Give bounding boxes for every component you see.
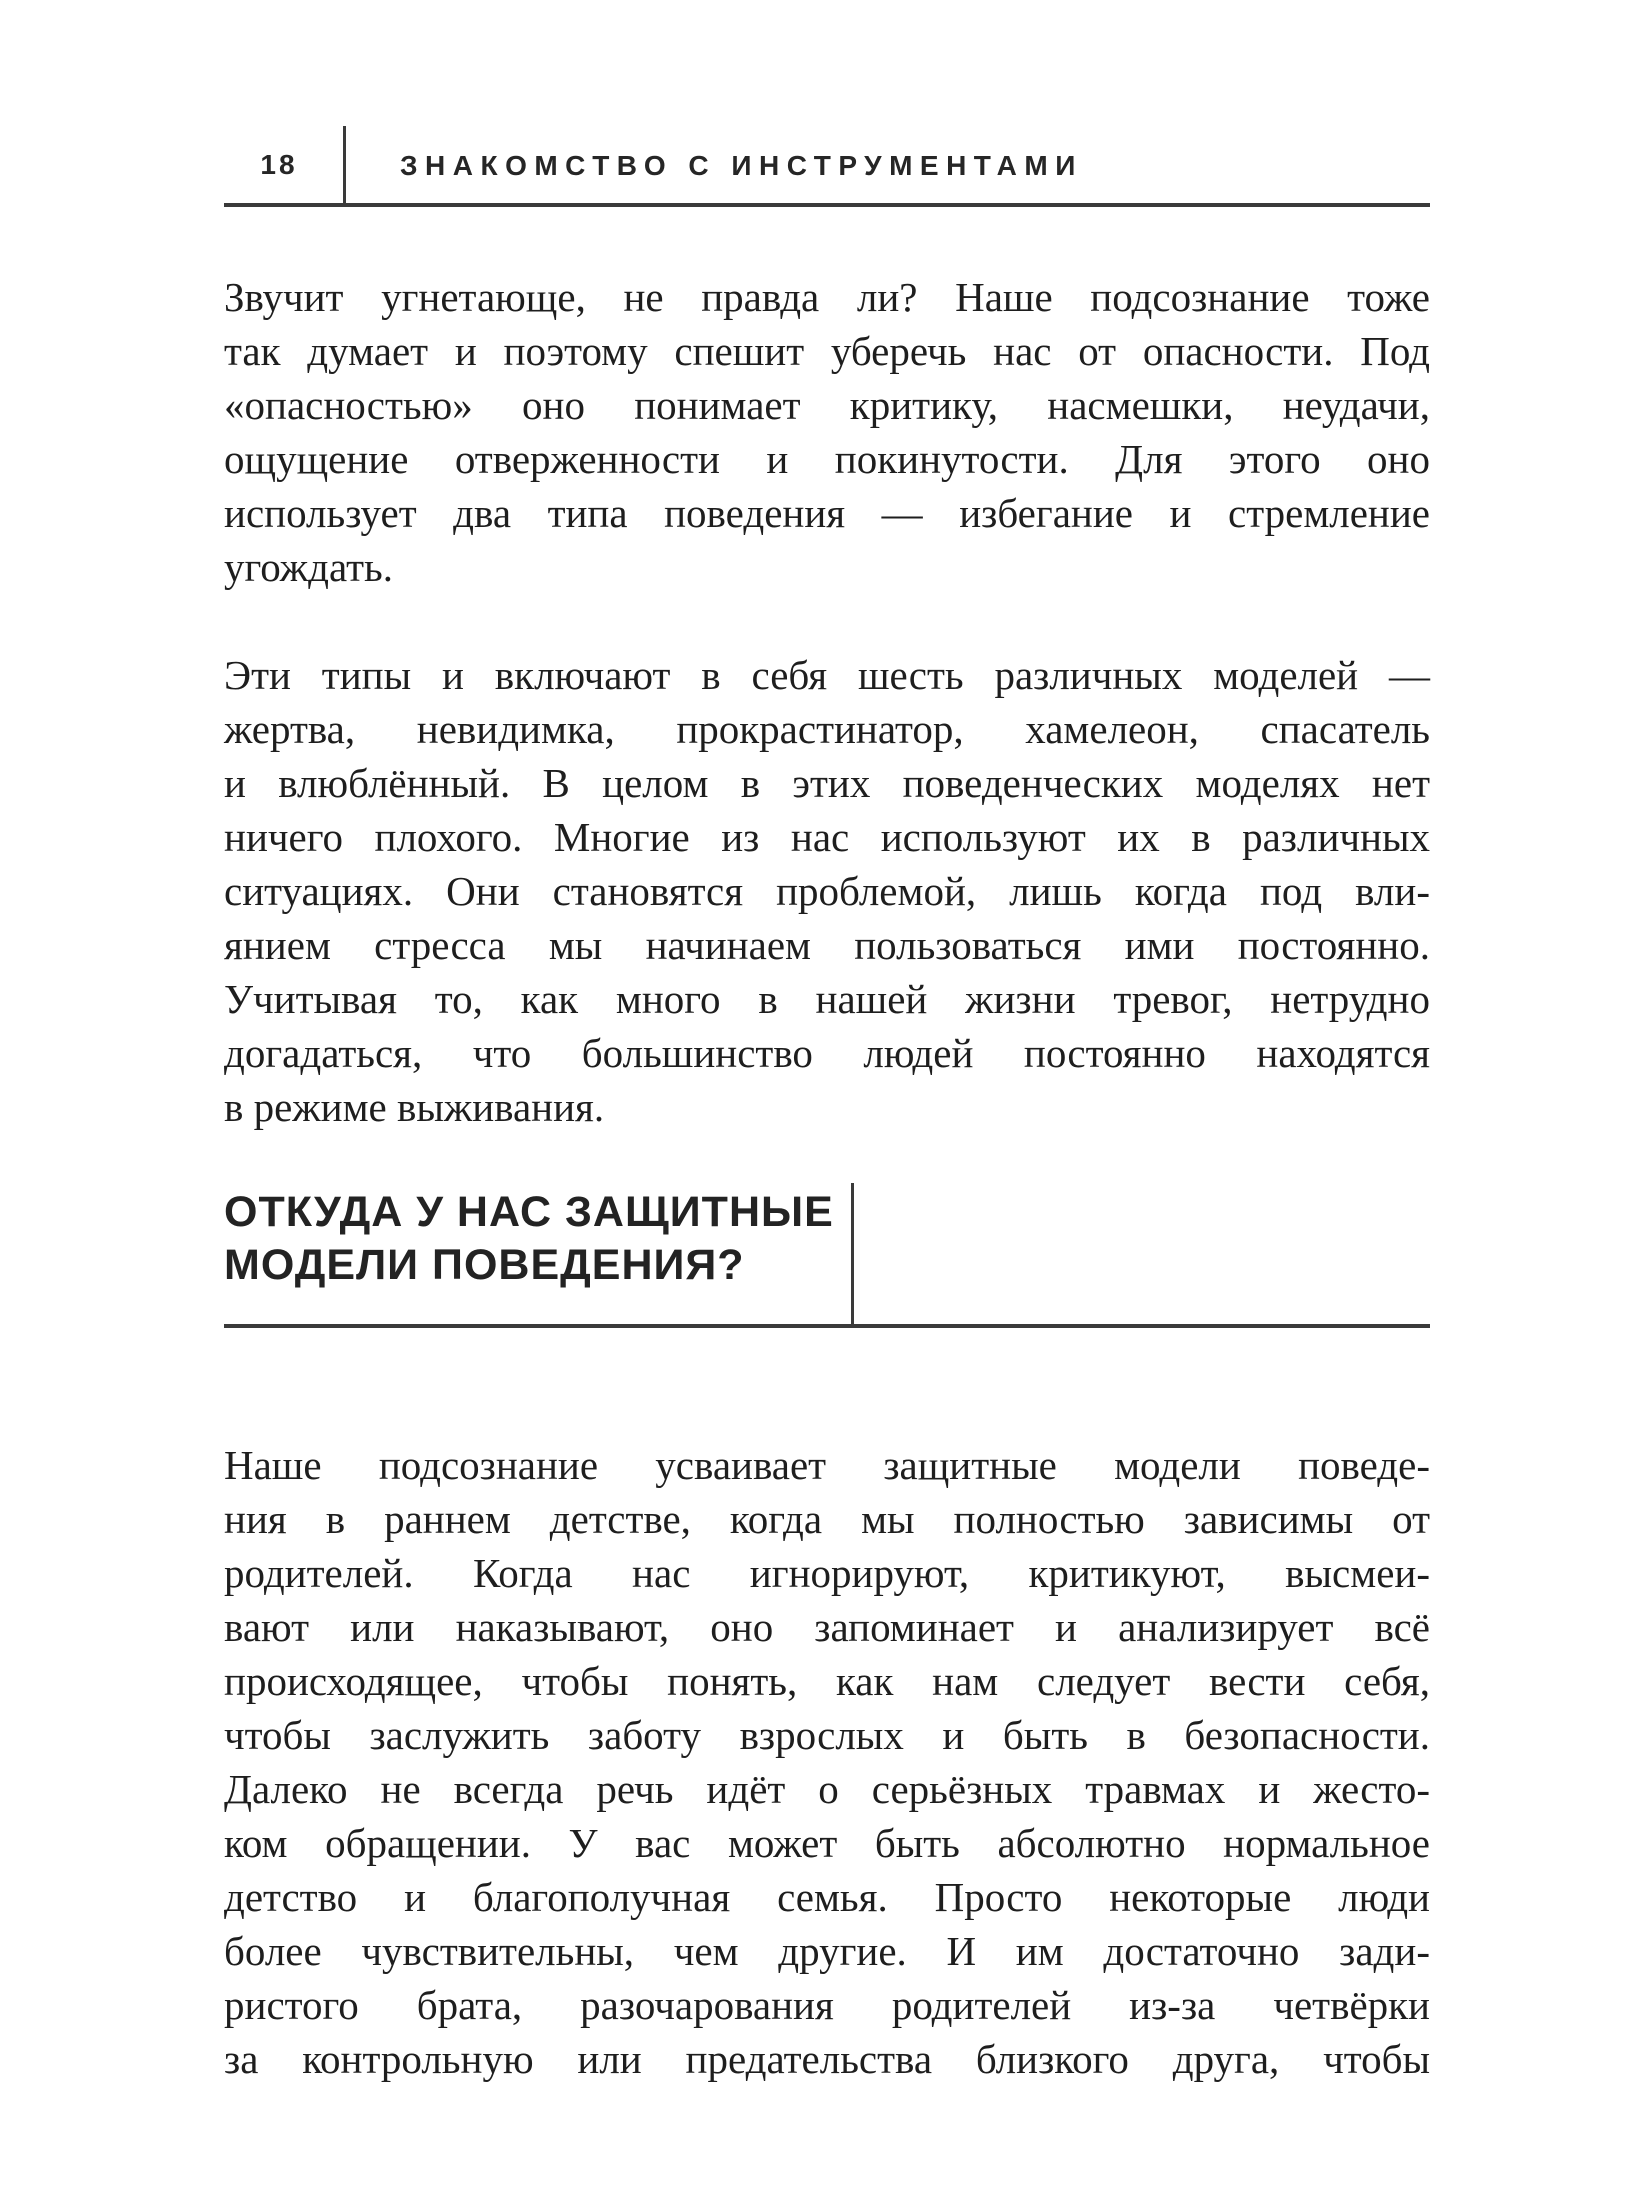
section-heading-divider [851,1183,854,1325]
text-line: Звучит угнетающе, не правда ли? Наше подсознание тоже [224,274,1430,320]
text-line: за контрольную или предательства близкого друга, чтобы [224,2036,1430,2082]
text-line: Учитывая то, как много в нашей жизни тревог, нетрудно [224,976,1430,1022]
section-heading [224,1186,844,1292]
text-line: догадаться, что большинство людей постоянно находятся [224,1030,1430,1076]
text-line: ощущение отверженности и покинутости. Для этого оно [224,436,1430,482]
text-line: ния в раннем детстве, когда мы полностью зависимы от [224,1496,1430,1542]
text-line: «опасностью» оно понимает критику, насмешки, неудачи, [224,382,1430,428]
text-line: Далеко не всегда речь идёт о серьёзных травмах и жесто- [224,1766,1430,1812]
header-divider [343,126,346,206]
text-line: Эти типы и включают в себя шесть различных моделей — [224,652,1430,698]
text-line: так думает и поэтому спешит уберечь нас от опасности. Под [224,328,1430,374]
body-paragraph [224,648,1430,1134]
text-line: происходящее, чтобы понять, как нам следует вести себя, [224,1658,1430,1704]
text-line: и влюблённый. В целом в этих поведенческих моделях нет [224,760,1430,806]
text-line: ситуациях. Они становятся проблемой, лишь когда под вли- [224,868,1430,914]
section-heading-rule [224,1324,1430,1328]
text-line: использует два типа поведения — избегание и стремление [224,490,1430,536]
text-line: Наше подсознание усваивает защитные модели поведе- [224,1442,1430,1488]
running-head-title: ЗНАКОМСТВО С ИНСТРУМЕНТАМИ [400,150,1083,181]
text-line: более чувствительны, чем другие. И им достаточно зади- [224,1928,1430,1974]
text-line: родителей. Когда нас игнорируют, критикуют, высмеи- [224,1550,1430,1596]
text-line: янием стресса мы начинаем пользоваться ими постоянно. [224,922,1430,968]
text-line: ристого брата, разочарования родителей из-за четвёрки [224,1982,1430,2028]
section-heading-line-2: МОДЕЛИ ПОВЕДЕНИЯ? [224,1241,745,1289]
text-line: ком обращении. У вас может быть абсолютно нормальное [224,1820,1430,1866]
body-paragraph [224,1438,1430,2086]
text-line: детство и благополучная семья. Просто некоторые люди [224,1874,1430,1920]
text-line: угождать. [224,544,393,590]
text-line: жертва, невидимка, прокрастинатор, хамелеон, спасатель [224,706,1430,752]
page-number: 18 [260,149,298,180]
header-rule [224,203,1430,207]
section-heading-line-1: ОТКУДА У НАС ЗАЩИТНЫЕ [224,1188,834,1236]
text-line: ничего плохого. Многие из нас используют их в различных [224,814,1430,860]
text-line: чтобы заслужить заботу взрослых и быть в безопасности. [224,1712,1430,1758]
text-line: в режиме выживания. [224,1084,605,1130]
text-line: вают или наказывают, оно запоминает и анализирует всё [224,1604,1430,1650]
body-paragraph [224,270,1430,594]
